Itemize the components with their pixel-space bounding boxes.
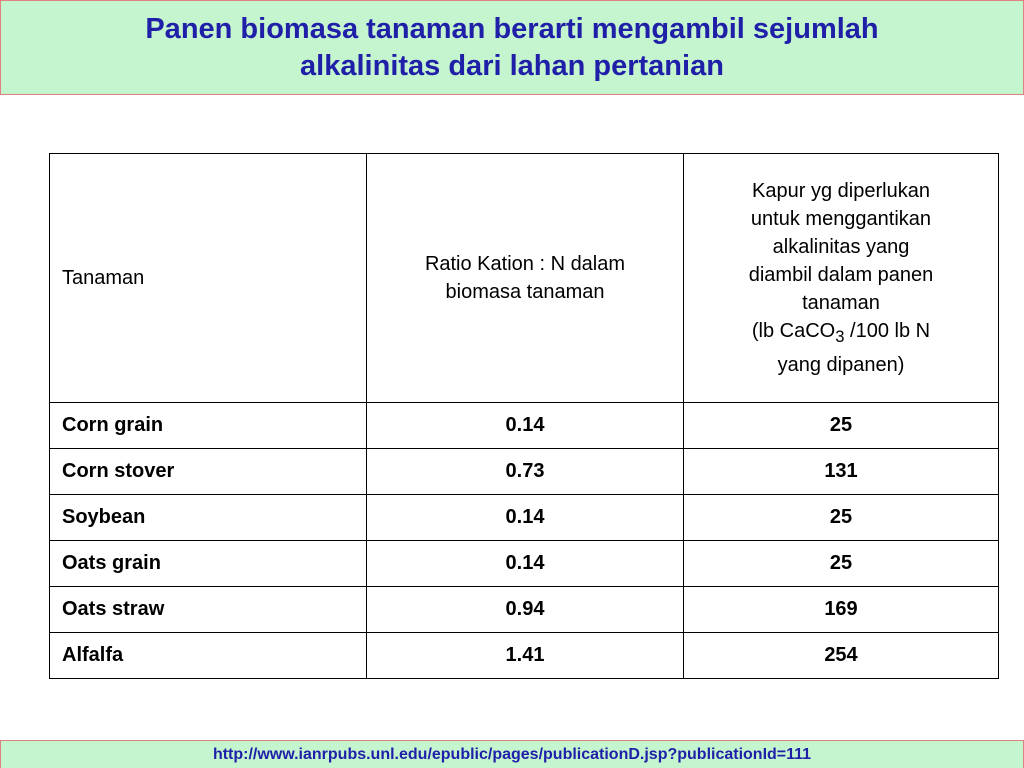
- header-kapur-unit: [751, 320, 931, 346]
- cell-lime: 254: [684, 633, 999, 679]
- cell-crop: Oats grain: [50, 541, 367, 587]
- header-kapur-line: alkalinitas yang: [772, 236, 910, 258]
- cell-crop: Corn grain: [50, 403, 367, 449]
- cell-crop: Oats straw: [50, 587, 367, 633]
- slide-title: Panen biomasa tanaman berarti mengambil sejumlah alkalinitas dari lahan pertanian: [145, 12, 879, 82]
- cell-crop: Soybean: [50, 495, 367, 541]
- cell-lime: 131: [684, 449, 999, 495]
- title-banner: [0, 0, 1024, 95]
- table-row: [50, 633, 999, 679]
- footer-banner: [0, 740, 1024, 768]
- table-row: [50, 403, 999, 449]
- table-row: [50, 587, 999, 633]
- table-row: [50, 541, 999, 587]
- header-ratio: [367, 154, 684, 403]
- cell-lime: 25: [684, 403, 999, 449]
- cell-ratio: 0.14: [367, 403, 684, 449]
- cell-crop: Corn stover: [50, 449, 367, 495]
- header-kapur-line: tanaman: [802, 292, 880, 314]
- unit-prefix: (lb CaCO: [751, 320, 836, 342]
- header-kapur-line: diambil dalam panen: [748, 264, 934, 286]
- cell-ratio: 0.94: [367, 587, 684, 633]
- header-tanaman: Tanaman: [50, 154, 367, 403]
- table-header-row: [50, 154, 999, 403]
- table-row: [50, 495, 999, 541]
- header-kapur: [684, 154, 999, 403]
- cell-ratio: 0.14: [367, 541, 684, 587]
- cell-lime: 25: [684, 495, 999, 541]
- crop-alkalinity-table: [49, 153, 999, 679]
- cell-ratio: 0.14: [367, 495, 684, 541]
- unit-subscript: 3: [835, 327, 845, 346]
- unit-suffix: /100 lb N: [844, 320, 931, 342]
- cell-lime: 25: [684, 541, 999, 587]
- header-kapur-line: Kapur yg diperlukan: [752, 180, 930, 202]
- cell-ratio: 1.41: [367, 633, 684, 679]
- cell-lime: 169: [684, 587, 999, 633]
- header-kapur-line: yang dipanen): [777, 354, 905, 376]
- table-row: [50, 449, 999, 495]
- header-kapur-line: untuk menggantikan: [750, 208, 932, 230]
- header-ratio-line: Ratio Kation : N dalam: [424, 253, 626, 275]
- cell-ratio: 0.73: [367, 449, 684, 495]
- header-ratio-line: biomasa tanaman: [445, 281, 605, 303]
- cell-crop: Alfalfa: [50, 633, 367, 679]
- source-link[interactable]: http://www.ianrpubs.unl.edu/epublic/pages/publicationD.jsp?publicationId=111: [212, 745, 812, 763]
